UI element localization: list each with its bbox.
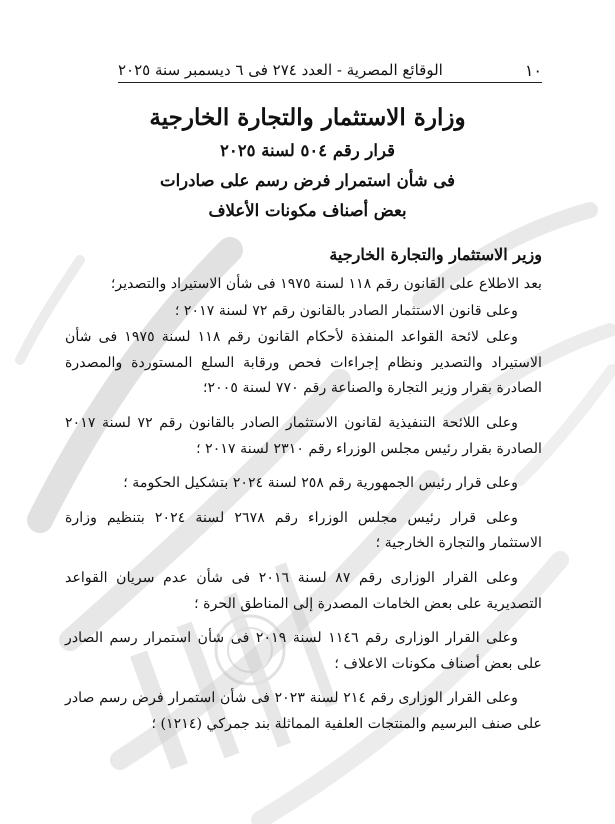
issue-info: الوقائع المصرية - العدد ٢٧٤ فى ٦ ديسمبر سنة ٢٠٢٥	[118, 61, 443, 79]
ministry-title: وزارة الاستثمار والتجارة الخارجية	[149, 104, 466, 131]
decree-subject-line-2: بعض أصناف مكونات الأعلاف	[208, 201, 407, 220]
paragraph: وعلى اللائحة التنفيذية لقانون الاستثمار الصادر بالقانون رقم ٧٢ لسنة ٢٠١٧ الصادرة بقرار رئيس مجلس الوزراء رقم ٢٣١٠ لسنة ٢٠١٧ ؛	[65, 414, 542, 457]
paragraph: وعلى القرار الوزارى رقم ١١٤٦ لسنة ٢٠١٩ فى شأن استمرار رسم الصادر على بعض أصناف مكونات الاعلاف ؛	[65, 630, 542, 672]
page-number: ١٠	[524, 60, 542, 80]
running-header	[118, 58, 542, 83]
paragraph: وعلى قرار رئيس مجلس الوزراء رقم ٢٦٧٨ لسنة ٢٠٢٤ بتنظيم وزارة الاستثمار والتجارة الخارجية ؛	[65, 509, 542, 552]
decree-number: قرار رقم ٥٠٤ لسنة ٢٠٢٥	[220, 141, 395, 160]
paragraph: وعلى قرار رئيس الجمهورية رقم ٢٥٨ لسنة ٢٠٢٤ بتشكيل الحكومة ؛	[123, 475, 518, 492]
paragraph: وعلى القرار الوزارى رقم ٢١٤ لسنة ٢٠٢٣ فى شأن استمرار فرض رسم صادر على صنف البرسيم والمنتجات العلفية المماثلة بند جمركي (١٢١٤) ؛	[65, 690, 542, 732]
paragraph: بعد الاطلاع على القانون رقم ١١٨ لسنة ١٩٧٥ فى شأن الاستيراد والتصدير؛	[110, 276, 542, 292]
title-block	[60, 100, 555, 226]
decree-body	[65, 240, 542, 747]
paragraph: وعلى لائحة القواعد المنفذة لأحكام القانون رقم ١١٨ لسنة ١٩٧٥ فى شأن الاستيراد والتصدير ونظام إجراءات فحص ورقابة السلع المستوردة والمصدرة الصادرة بقرار وزير التجارة والصناعة رقم ٧٧٠ لسنة ٢٠٠٥؛	[65, 329, 542, 397]
paragraph: وعلى قانون الاستثمار الصادر بالقانون رقم ٧٢ لسنة ٢٠١٧ ؛	[174, 302, 518, 319]
paragraph: وعلى القرار الوزارى رقم ٨٧ لسنة ٢٠١٦ فى شأن عدم سريان القواعد التصديرية على بعض الخامات المصدرة إلى المناطق الحرة ؛	[65, 569, 542, 612]
minister-heading: وزير الاستثمار والتجارة الخارجية	[329, 245, 542, 264]
decree-subject-line-1: فى شأن استمرار فرض رسم على صادرات	[160, 171, 455, 190]
